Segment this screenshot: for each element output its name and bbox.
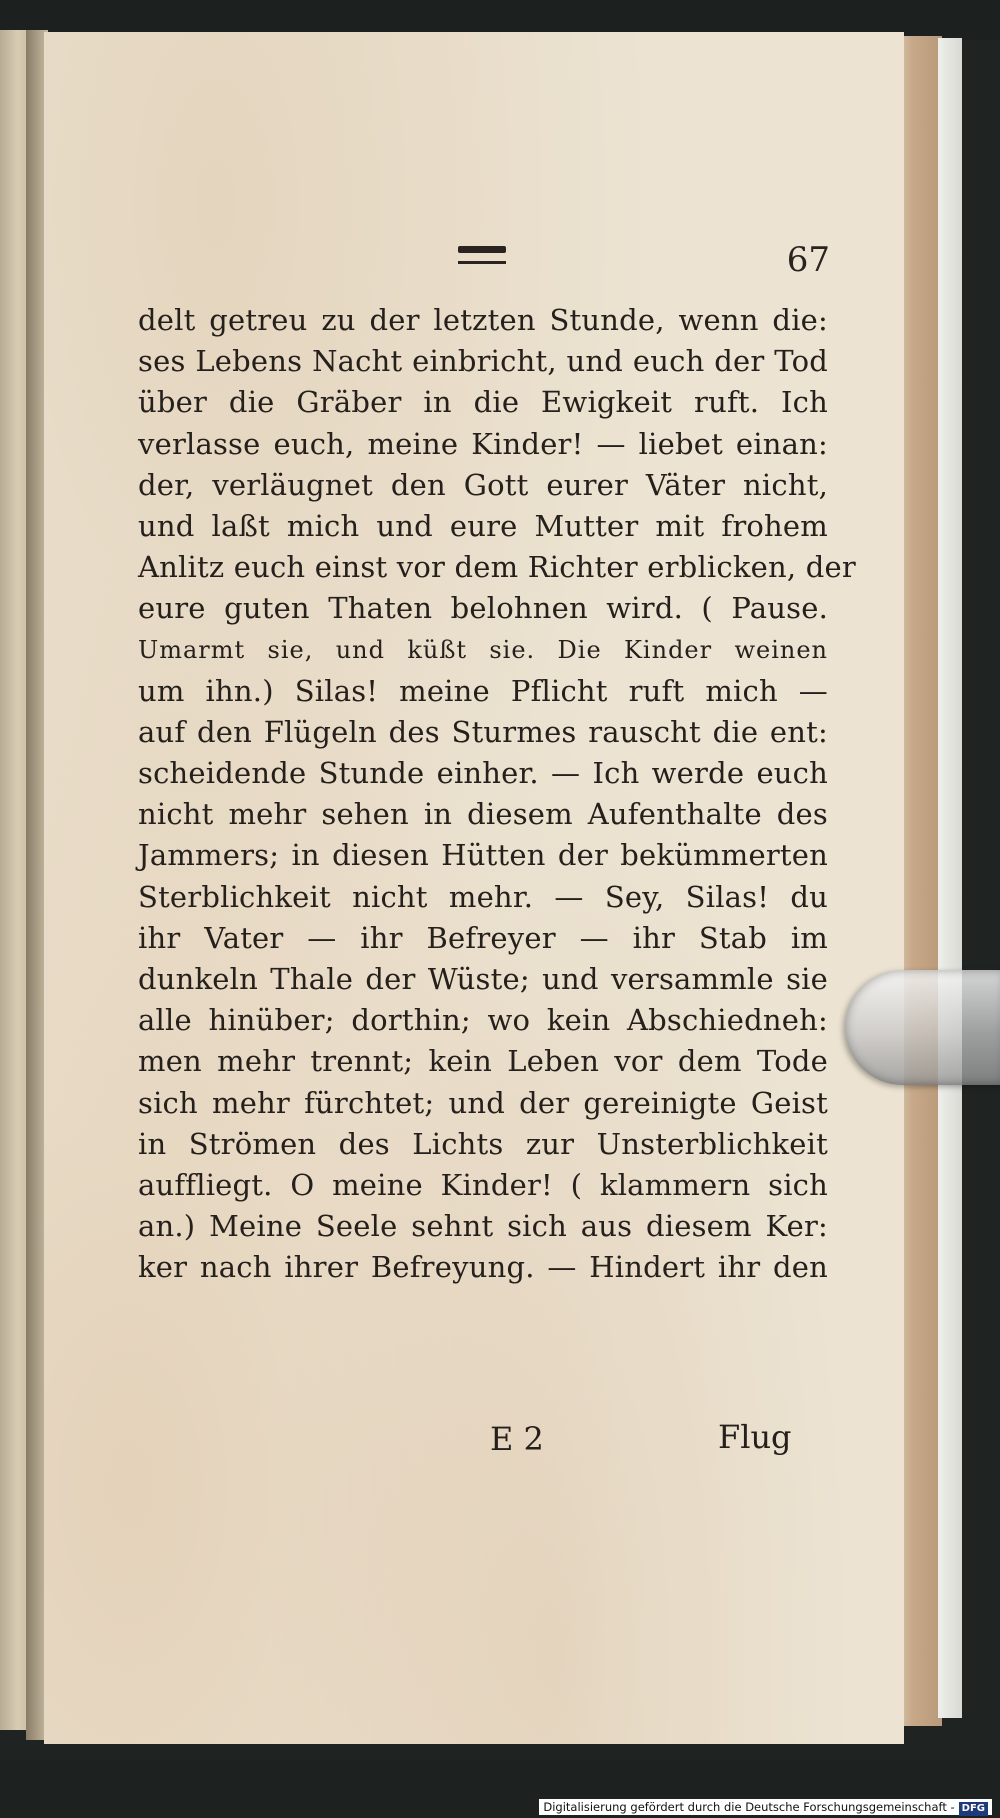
text-line: dunkeln Thale der Wüste; und versammle sie bbox=[138, 962, 828, 996]
text-line: scheidende Stunde einher. — Ich werde euch bbox=[138, 756, 828, 791]
stage-direction-line: Umarmt sie, und küßt sie. Die Kinder weinen bbox=[138, 635, 828, 664]
page-number: 67 bbox=[786, 240, 830, 280]
page-white-edge bbox=[938, 38, 962, 1718]
text-line: und laßt mich und eure Mutter mit frohem bbox=[138, 508, 828, 543]
text-line: sich mehr fürchtet; und der gereinigte Geist bbox=[138, 1085, 828, 1120]
text-line: Jammers; in diesen Hütten der bekümmerten bbox=[138, 838, 828, 873]
rule-thick-bar bbox=[458, 246, 506, 253]
body-text bbox=[138, 300, 856, 1289]
text-line: Anlitz euch einst vor dem Richter erblicken, der bbox=[138, 550, 856, 585]
dfg-logo: DFG bbox=[959, 1802, 988, 1816]
text-line: men mehr trennt; kein Leben vor dem Tode bbox=[138, 1044, 828, 1079]
text-line: der, verläugnet den Gott eurer Väter nicht, bbox=[138, 467, 828, 502]
text-line: über die Gräber in die Ewigkeit ruft. Ich bbox=[138, 385, 828, 420]
text-line: ses Lebens Nacht einbricht, und euch der Tod bbox=[138, 344, 828, 379]
text-line: eure guten Thaten belohnen wird. ( Pause. bbox=[138, 591, 828, 626]
text-line: ihr Vater — ihr Befreyer — ihr Stab im bbox=[138, 920, 828, 955]
digitization-credit bbox=[539, 1799, 992, 1815]
page-holder-clip bbox=[845, 970, 1000, 1085]
text-line: alle hinüber; dorthin; wo kein Abschiedneh: bbox=[138, 1003, 828, 1038]
catchword: Flug bbox=[718, 1418, 792, 1456]
text-line: auffliegt. O meine Kinder! ( klammern sich bbox=[138, 1167, 828, 1202]
text-line: verlasse euch, meine Kinder! — liebet einan: bbox=[138, 426, 828, 461]
text-line: nicht mehr sehen in diesem Aufenthalte des bbox=[138, 797, 828, 832]
text-line: delt getreu zu der letzten Stunde, wenn die: bbox=[138, 303, 828, 337]
text-line: Sterblichkeit nicht mehr. — Sey, Silas! du bbox=[138, 879, 828, 914]
header-ornament-rule bbox=[458, 246, 506, 268]
text-line: in Strömen des Lichts zur Unsterblichkeit bbox=[138, 1126, 828, 1161]
text-line: um ihn.) Silas! meine Pflicht ruft mich — bbox=[138, 673, 828, 708]
signature-mark: E 2 bbox=[490, 1420, 544, 1458]
text-line: an.) Meine Seele sehnt sich aus diesem Ker: bbox=[138, 1209, 828, 1244]
text-line: auf den Flügeln des Sturmes rauscht die ent: bbox=[138, 714, 828, 749]
rule-thin-bar bbox=[458, 261, 506, 264]
credit-text: Digitalisierung gefördert durch die Deutsche Forschungsgemeinschaft - bbox=[543, 1800, 955, 1814]
text-line: ker nach ihrer Befreyung. — Hindert ihr den bbox=[138, 1250, 828, 1285]
